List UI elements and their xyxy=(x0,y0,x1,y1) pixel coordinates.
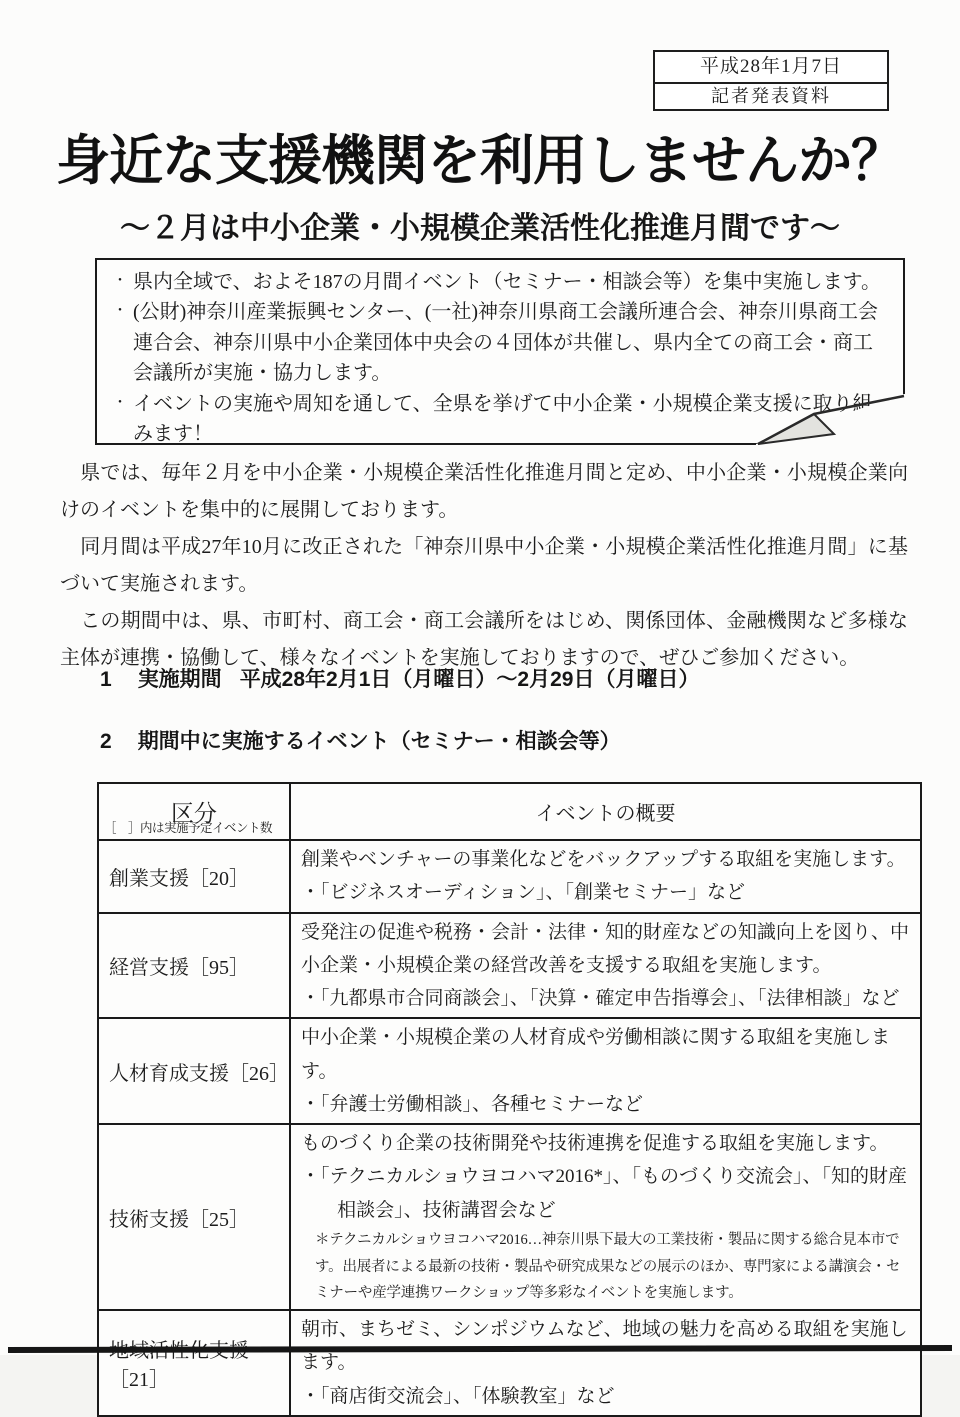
release-date: 平成28年1月7日 xyxy=(655,52,887,84)
section-heading-events xyxy=(100,725,639,755)
category-cell: 経営支援［95］ xyxy=(98,913,290,1019)
overview-cell xyxy=(290,1124,921,1310)
page-title: 身近な支援機関を利用しませんか？ xyxy=(56,131,904,191)
event-examples: ・「弁護士労働相談」、各種セミナーなど xyxy=(301,1093,644,1115)
category-cell: 人材育成支援［26］ xyxy=(98,1018,290,1124)
section-number: 2 xyxy=(100,730,112,753)
bullet-icon: ・ xyxy=(113,395,127,411)
event-examples: ・「九都県市合同商談会」、「決算・確定申告指導会」、「法律相談」など xyxy=(301,988,900,1009)
summary-bullet xyxy=(107,267,891,297)
event-description: ものづくり企業の技術開発や技術連携を促進する取組を実施します。 xyxy=(301,1133,889,1154)
overview-cell xyxy=(290,913,921,1019)
event-description: 受発注の促進や税務・会計・法律・知的財産などの知識向上を図り、中小企業・小規模企業の経営改善を支援する取組を実施します。 xyxy=(301,921,910,976)
paragraph: この期間中は、県、市町村、商工会・商工会議所をはじめ、関係団体、金融機関など多様な主体が連携・協働して、様々なイベントを実施しておりますので、ぜひご参加ください。 xyxy=(60,610,908,669)
summary-bullet-text: (公財)神奈川産業振興センター、(一社)神奈川県商工会議所連合会、神奈川県商工会連合会、神奈川県中小企業団体中央会の４団体が共催し、県内全ての商工会・商工会議所が実施・協力します。 xyxy=(133,301,879,385)
event-examples: ・「テクニカルショウヨコハマ2016*」、「ものづくり交流会」、「知的財産相談会」、技術講習会など xyxy=(301,1166,908,1221)
category-cell: 創業支援［20］ xyxy=(98,840,290,913)
table-row xyxy=(98,913,921,1019)
document-type: 記者発表資料 xyxy=(711,86,831,106)
section-label: 実施期間 xyxy=(137,668,222,691)
event-description: 朝市、まちゼミ、シンポジウムなど、地域の魅力を高める取組を実施します。 xyxy=(301,1319,908,1374)
section-detail: 平成28年2月1日（月曜日）～2月29日（月曜日） xyxy=(239,668,700,691)
bullet-icon: ・ xyxy=(113,304,127,320)
event-examples: ・「商店街交流会」、「体験教室」など xyxy=(301,1385,615,1407)
table-row xyxy=(98,1018,921,1124)
section-label: 期間中に実施するイベント（セミナー・相談会等） xyxy=(137,730,621,753)
summary-bullet-text: 県内全域で、およそ187の月間イベント（セミナー・相談会等）を集中実施します。 xyxy=(133,271,881,293)
event-examples: ・「ビジネスオーディション」、「創業セミナー」など xyxy=(301,882,746,904)
summary-box xyxy=(95,258,905,445)
events-table xyxy=(97,782,922,1417)
overview-cell xyxy=(290,840,921,913)
category-header-label: 区分 xyxy=(171,800,217,826)
table-row xyxy=(98,1124,921,1310)
column-header-category xyxy=(98,783,290,840)
page-curl-icon xyxy=(756,394,906,446)
section-number: 1 xyxy=(100,668,112,691)
category-cell: 技術支援［25］ xyxy=(98,1124,290,1310)
paragraph: 県では、毎年２月を中小企業・小規模企業活性化推進月間と定め、中小企業・小規模企業向けのイベントを集中的に展開しております。 xyxy=(60,462,908,521)
overview-cell xyxy=(290,1018,921,1124)
summary-bullet-text: イベントの実施や周知を通して、全県を挙げて中小企業・小規模企業支援に取り組みます！ xyxy=(133,392,873,445)
bullet-icon: ・ xyxy=(113,274,127,289)
paragraph: 同月間は平成27年10月に改正された「神奈川県中小企業・小規模企業活性化推進月間」に基づいて実施されます。 xyxy=(60,536,908,595)
table-row xyxy=(98,1310,921,1416)
event-footnote: ＊テクニカルショウヨコハマ2016…神奈川県下最大の工業技術・製品に関する総合見本市です。出展者による最新の技術・製品や研究成果などの展示のほか、専門家による講演会・セミナーや産学連携ワークショップ等多彩なイベントを実施します。 xyxy=(315,1231,901,1302)
overview-cell xyxy=(290,1310,921,1416)
section-heading-period xyxy=(100,663,699,693)
table-row xyxy=(98,840,921,913)
event-description: 中小企業・小規模企業の人材育成や労働相談に関する取組を実施します。 xyxy=(301,1027,891,1082)
summary-bullet xyxy=(107,297,891,388)
body-text xyxy=(60,455,908,677)
category-header-note: ［ ］内は実施予定イベント数 xyxy=(104,821,273,835)
event-description: 創業やベンチャーの事業化などをバックアップする取組を実施します。 xyxy=(301,849,906,870)
page-subtitle: ～２月は中小企業・小規模企業活性化推進月間です～ xyxy=(120,212,840,245)
press-release-header-box xyxy=(653,50,889,111)
category-cell: ［21］ xyxy=(98,1310,290,1416)
column-header-overview: イベントの概要 xyxy=(290,783,921,840)
table-header-row xyxy=(98,783,921,840)
